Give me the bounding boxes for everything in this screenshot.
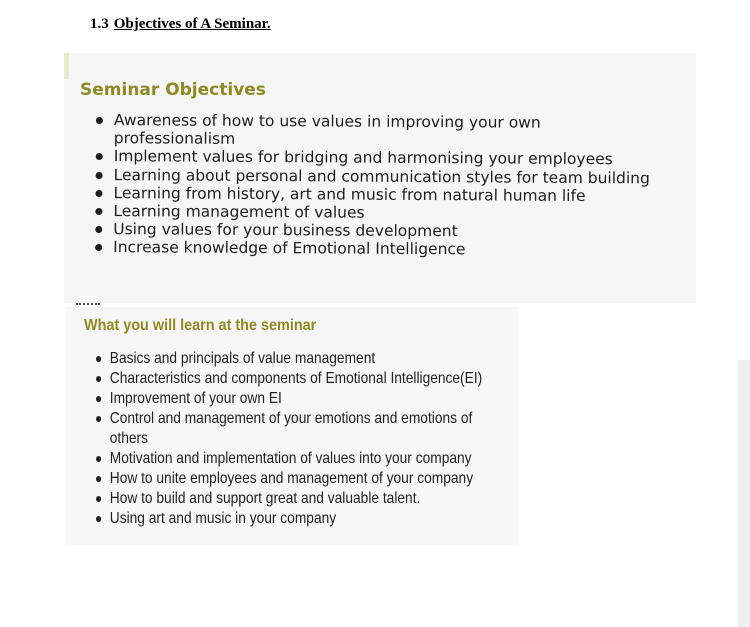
objective-item: Learning from history, art and music from natural human life — [95, 184, 673, 206]
objective-item: Awareness of how to use values in improving your own professionalism — [96, 111, 634, 151]
learn-item: Basics and principals of value management — [96, 349, 501, 369]
seminar-objectives-panel — [64, 53, 696, 303]
section-title: Objectives of A Seminar. — [113, 16, 271, 32]
section-heading — [90, 16, 271, 33]
scrollbar-track[interactable] — [738, 360, 750, 627]
learn-item: Control and management of your emotions and emotions of others — [96, 409, 501, 449]
seminar-objectives-title: Seminar Objectives — [80, 80, 266, 100]
objective-item: Learning management of values — [95, 202, 673, 224]
learn-item: Characteristics and components of Emotional Intelligence(EI) — [96, 369, 501, 389]
learn-at-seminar-panel — [66, 307, 518, 545]
objective-item: Learning about personal and communication styles for team building — [96, 166, 674, 188]
learn-at-seminar-title: What you will learn at the seminar — [84, 317, 317, 334]
panel-accent-bar — [64, 53, 69, 79]
learn-at-seminar-list — [96, 349, 483, 529]
learn-item: Improvement of your own EI — [96, 389, 501, 409]
learn-item: How to build and support great and valuable talent. — [96, 489, 501, 509]
learn-item: Motivation and implementation of values into your company — [96, 449, 501, 469]
objective-item: Increase knowledge of Emotional Intelligence — [95, 238, 673, 260]
learn-item: Using art and music in your company — [96, 509, 501, 529]
section-number: 1.3 — [90, 16, 109, 32]
learn-item: How to unite employees and management of your company — [96, 469, 501, 489]
seminar-objectives-list — [95, 111, 674, 260]
objective-item: Implement values for bridging and harmonising your employees — [96, 147, 614, 168]
objective-item: Using values for your business development — [95, 220, 673, 242]
dotted-divider — [76, 303, 100, 305]
